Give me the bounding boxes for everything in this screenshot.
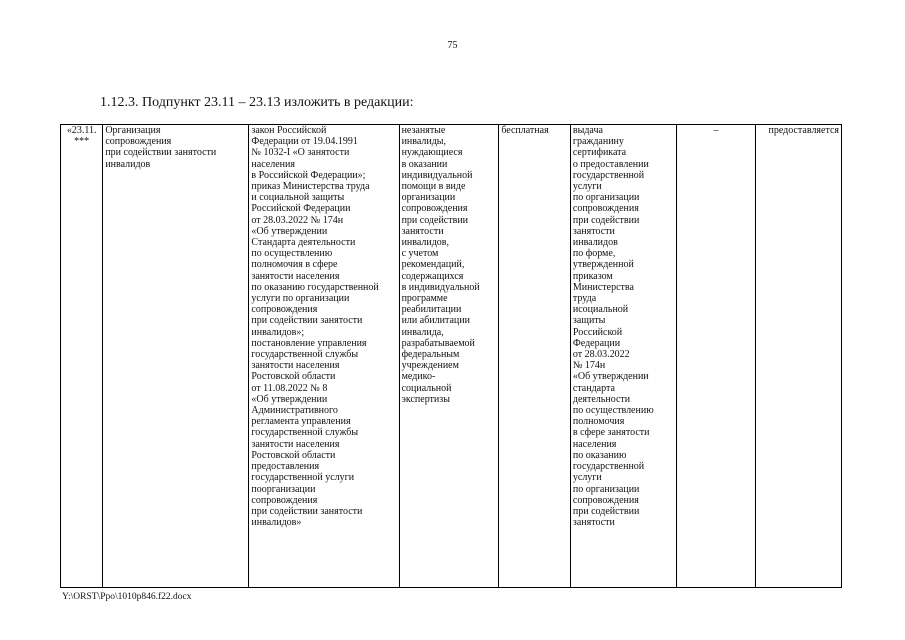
- section-heading: 1.12.3. Подпункт 23.11 – 23.13 изложить в редакции:: [100, 95, 414, 110]
- cell-item-number: «23.11. ***: [61, 125, 103, 588]
- table-row: [61, 125, 842, 588]
- page-number: 75: [447, 40, 458, 51]
- cell-service-name: Организация сопровождения при содействии занятости инвалидов: [103, 125, 249, 588]
- file-path-footer: Y:\ORST\Ppo\1010p846.f22.docx: [62, 592, 192, 602]
- cell-cost: бесплатная: [499, 125, 571, 588]
- services-table: [60, 124, 842, 588]
- cell-result: выдача гражданину сертификата о предоставлении государственной услуги по организации сопровождения при содействии занятости инвалидов по форме, утвержденной приказом Министерства труда исоциальной защиты Российской Федерации от 28.03.2022 № 174н «Об утверждении стандарта деятельности по осуществлению полномочия в сфере занятости населения по оказанию государственной услуги по организации сопровождения при содействии занятости: [570, 125, 676, 588]
- cell-recipients: незанятые инвалиды, нуждающиеся в оказании индивидуальной помощи в виде организации сопровождения при содействии занятости инвалидов, с учетом рекомендаций, содержащихся в индивидуальной программе реабилитации или абилитации инвалида, разрабатываемой федеральным учреждением медико- социальной экспертизы: [399, 125, 499, 588]
- cell-status: предоставляется: [756, 125, 842, 588]
- cell-dash: –: [676, 125, 756, 588]
- cell-legal-basis: закон Российской Федерации от 19.04.1991 № 1032-I «О занятости населения в Российской Федерации»; приказ Министерства труда и социальной защиты Российской Федерации от 28.03.2022 № 174н «Об утверждении Стандарта деятельности по осуществлению полномочия в сфере занятости населения по оказанию государственной услуги по организации сопровождения при содействии занятости инвалидов»; постановление управления государственной службы занятости населения Ростовской области от 11.08.2022 № 8 «Об утверждении Административного регламента управления государственной службы занятости населения Ростовской области предоставления государственной услуги поорганизации сопровождения при содействии занятости инвалидов»: [249, 125, 399, 588]
